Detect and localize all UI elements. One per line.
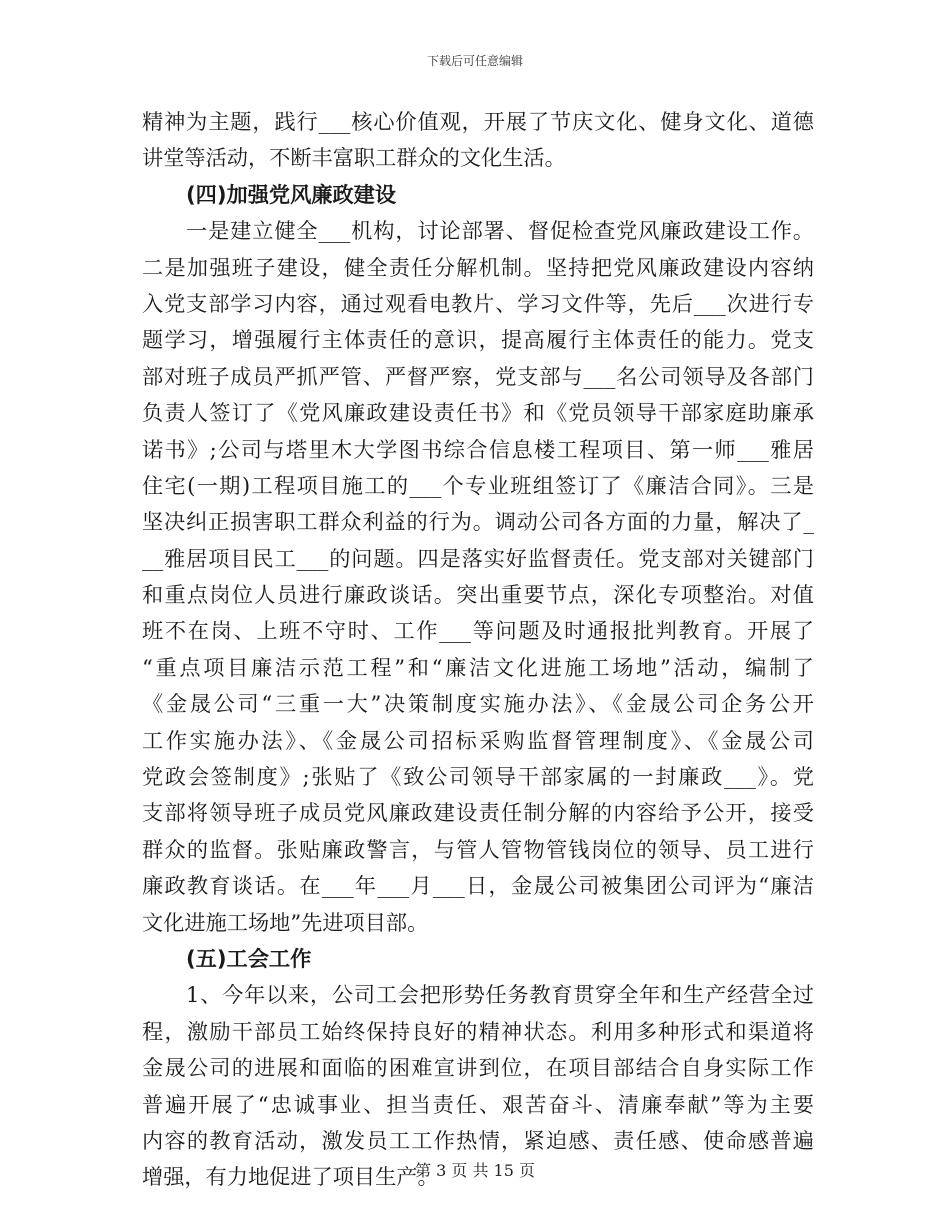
body-line: __雅居项目民工___的问题。四是落实好监督责任。党支部对关键部门 bbox=[142, 545, 814, 571]
page-header-note: 下载后可任意编辑 bbox=[426, 54, 523, 68]
body-line: “重点项目廉洁示范工程”和“廉洁文化进施工场地”活动，编制了 bbox=[142, 654, 814, 680]
body-line: 住宅(一期)工程项目施工的___个专业班组签订了《廉洁合同》。三是 bbox=[142, 472, 814, 498]
body-line: 一是建立健全___机构，讨论部署、督促检查党风廉政建设工作。 bbox=[186, 218, 814, 244]
body-line: 金晟公司的进展和面临的困难宣讲到位，在项目部结合自身实际工作 bbox=[142, 1055, 814, 1081]
body-line: 题学习，增强履行主体责任的意识，提高履行主体责任的能力。党支 bbox=[142, 327, 814, 353]
page-number-footer: 第 3 页 共 15 页 bbox=[415, 1161, 535, 1180]
body-line: 精神为主题，践行___核心价值观，开展了节庆文化、健身文化、道德 bbox=[142, 109, 814, 134]
body-line: 部对班子成员严抓严管、严督严察，党支部与___名公司领导及各部门 bbox=[142, 363, 814, 389]
body-line: 廉政教育谈话。在___年___月___日，金晟公司被集团公司评为“廉洁 bbox=[142, 873, 814, 899]
body-line: 诺书》;公司与塔里木大学图书综合信息楼工程项目、第一师___雅居 bbox=[142, 436, 814, 462]
body-line: 坚决纠正损害职工群众利益的行为。调动公司各方面的力量，解决了_ bbox=[142, 509, 814, 535]
body-line: 支部将领导班子成员党风廉政建设责任制分解的内容给予公开，接受 bbox=[142, 800, 814, 826]
body-line: 文化进施工场地”先进项目部。 bbox=[142, 909, 429, 935]
body-line: 讲堂等活动，不断丰富职工群众的文化生活。 bbox=[142, 145, 566, 171]
document-body bbox=[142, 104, 814, 1196]
body-line: 1、今年以来，公司工会把形势任务教育贯穿全年和生产经营全过 bbox=[186, 982, 814, 1008]
body-line: 工作实施办法》、《金晟公司招标采购监督管理制度》、《金晟公司 bbox=[142, 727, 814, 753]
body-line: 入党支部学习内容，通过观看电教片、学习文件等，先后___次进行专 bbox=[142, 290, 814, 316]
body-line: 程，激励干部员工始终保持良好的精神状态。利用多种形式和渠道将 bbox=[142, 1018, 814, 1044]
body-line: 班不在岗、上班不守时、工作___等问题及时通报批判教育。开展了 bbox=[142, 618, 814, 644]
body-line: 群众的监督。张贴廉政警言，与管人管物管钱岗位的领导、员工进行 bbox=[142, 836, 814, 862]
body-line: 内容的教育活动，激发员工工作热情，紧迫感、责任感、使命感普遍 bbox=[142, 1127, 814, 1153]
body-line: 负责人签订了《党风廉政建设责任书》和《党员领导干部家庭助廉承 bbox=[142, 400, 814, 426]
body-line: 《金晟公司“三重一大”决策制度实施办法》、《金晟公司企务公开 bbox=[142, 691, 814, 717]
section-heading-5: (五)工会工作 bbox=[186, 945, 312, 971]
body-line: 党政会签制度》;张贴了《致公司领导干部家属的一封廉政___》。党 bbox=[142, 764, 814, 790]
body-line: 增强，有力地促进了项目生产。 bbox=[142, 1164, 439, 1190]
section-heading-4: (四)加强党风廉政建设 bbox=[186, 181, 397, 207]
body-line: 和重点岗位人员进行廉政谈话。突出重要节点，深化专项整治。对值 bbox=[142, 582, 814, 608]
body-line: 普遍开展了“忠诚事业、担当责任、艰苦奋斗、清廉奉献”等为主要 bbox=[142, 1091, 814, 1117]
body-line: 二是加强班子建设，健全责任分解机制。坚持把党风廉政建设内容纳 bbox=[142, 254, 814, 280]
